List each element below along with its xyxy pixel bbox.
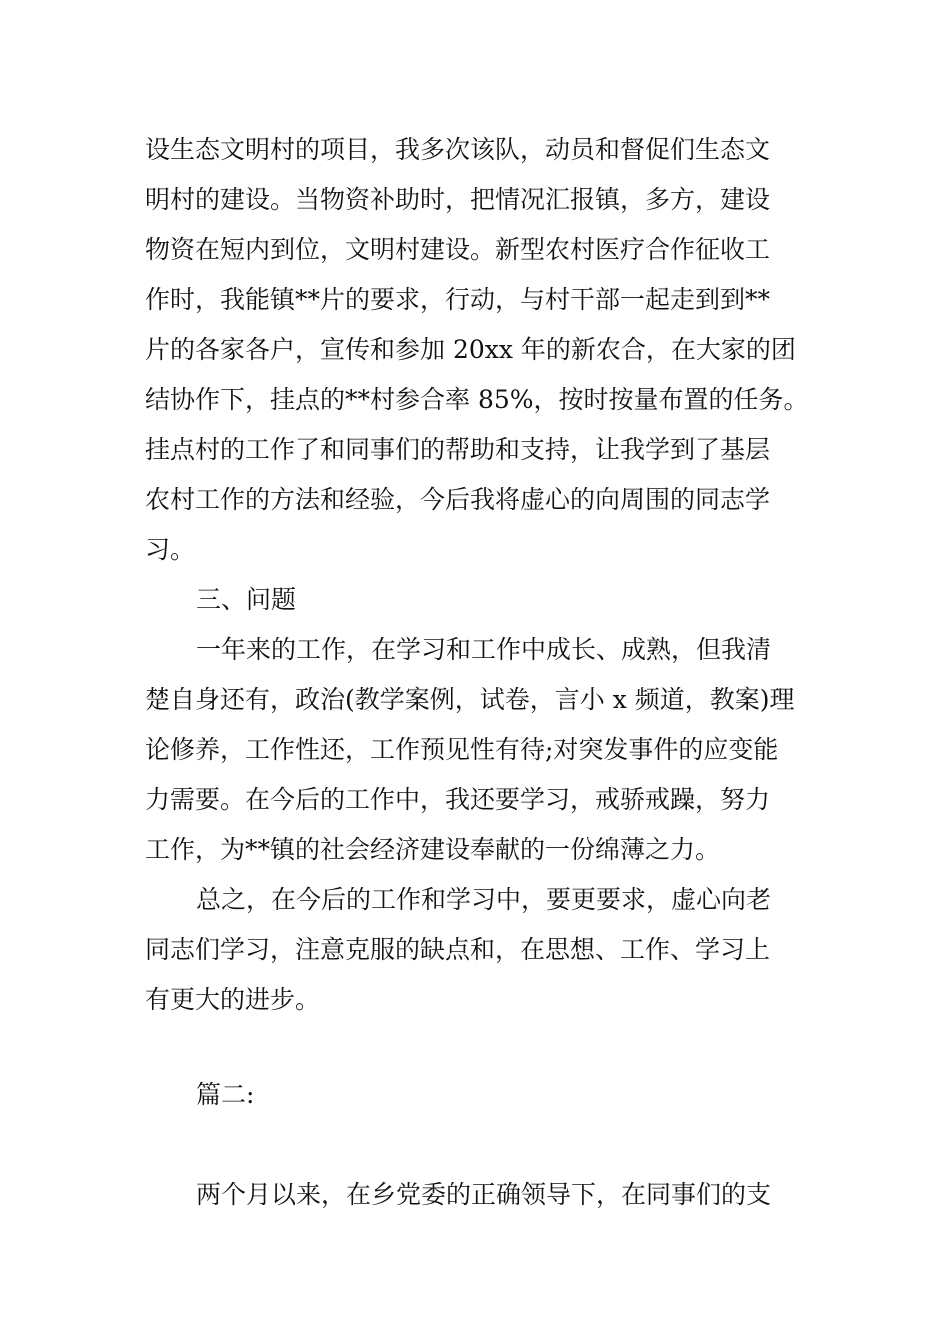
paragraph-line: 设生态文明村的项目，我多次该队，动员和督促们生态文 <box>145 135 771 164</box>
paragraph-line: 同志们学习，注意克服的缺点和，在思想、工作、学习上 <box>145 935 771 964</box>
paragraph-line: 习。 <box>145 535 196 564</box>
paragraph-line: 力需要。在今后的工作中，我还要学习，戒骄戒躁，努力 <box>145 785 771 814</box>
paragraph-line: 总之，在今后的工作和学习中，要更要求，虚心向老 <box>196 885 772 914</box>
paragraph-line: 工作，为**镇的社会经济建设奉献的一份绵薄之力。 <box>145 835 721 864</box>
paragraph-line: 物资在短内到位，文明村建设。新型农村医疗合作征收工 <box>145 235 771 264</box>
paragraph-line: 一年来的工作，在学习和工作中成长、成熟，但我清 <box>196 635 772 664</box>
paragraph-line: 片的各家各户，宣传和参加 20xx 年的新农合，在大家的团 <box>145 335 796 364</box>
paragraph-line: 两个月以来，在乡党委的正确领导下，在同事们的支 <box>196 1180 772 1209</box>
paragraph-line: 有更大的进步。 <box>145 985 321 1014</box>
paragraph-line: 结协作下，挂点的**村参合率 85%，按时按量布置的任务。 <box>145 385 809 414</box>
section-heading: 篇二: <box>196 1080 255 1109</box>
paragraph-line: 明村的建设。当物资补助时，把情况汇报镇，多方，建设 <box>145 185 771 214</box>
paragraph-line: 作时，我能镇**片的要求，行动，与村干部一起走到到** <box>145 285 771 314</box>
paragraph-line: 楚自身还有，政治(教学案例，试卷，言小 x 频道，教案)理 <box>145 685 795 714</box>
section-heading: 三、问题 <box>196 585 297 614</box>
paragraph-line: 农村工作的方法和经验，今后我将虚心的向周围的同志学 <box>145 485 771 514</box>
paragraph-line: 论修养，工作性还，工作预见性有待;对突发事件的应变能 <box>145 735 779 764</box>
paragraph-line: 挂点村的工作了和同事们的帮助和支持，让我学到了基层 <box>145 435 771 464</box>
